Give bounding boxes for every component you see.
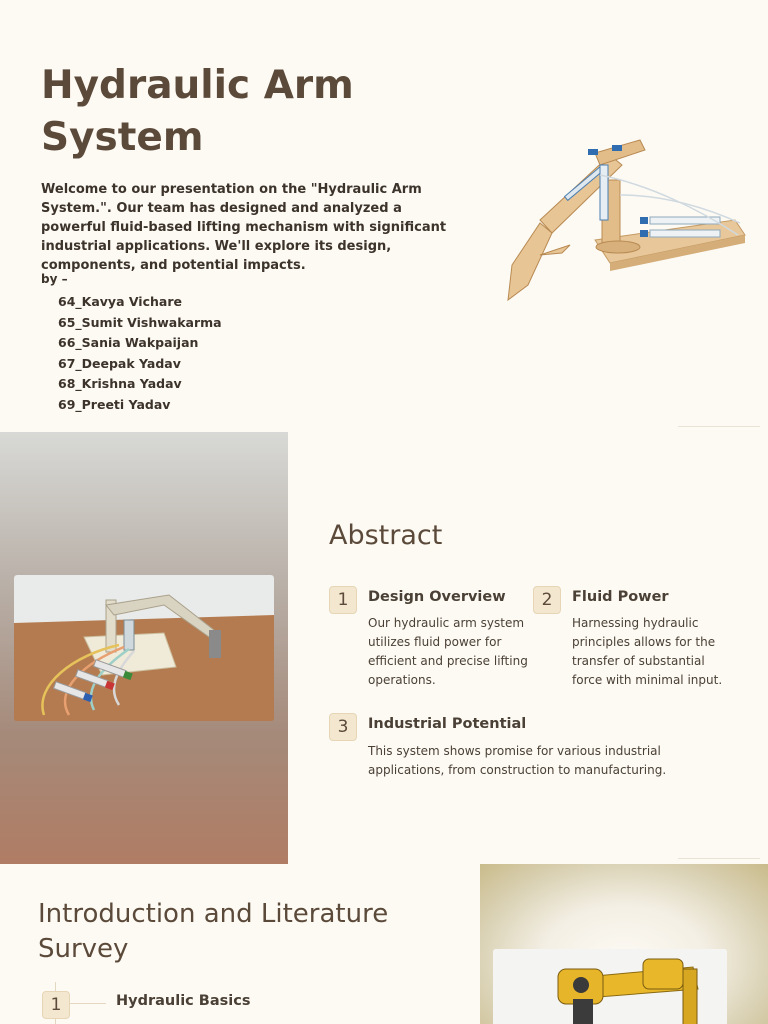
arm-prototype-photo <box>14 575 274 721</box>
member-item: 64_Kavya Vichare <box>58 294 182 309</box>
industrial-potential-title: Industrial Potential <box>368 716 527 732</box>
divider <box>678 858 760 859</box>
step-number-badge: 3 <box>329 713 357 741</box>
timeline-connector <box>68 1003 106 1004</box>
abstract-heading: Abstract <box>329 520 443 551</box>
fluid-power-body: Harnessing hydraulic principles allows for the transfer of substantial force with minimal input. <box>572 616 723 687</box>
step-number-badge: 1 <box>42 991 70 1019</box>
design-overview-body: Our hydraulic arm system utilizes fluid power for efficient and precise lifting operations. <box>368 616 528 687</box>
introduction-slide <box>0 864 768 1024</box>
design-overview-title: Design Overview <box>368 589 506 605</box>
member-item: 68_Krishna Yadav <box>58 376 182 392</box>
industrial-potential-body: This system shows promise for various industrial applications, from construction to manufacturing. <box>368 744 667 777</box>
member-item: 65_Sumit Vishwakarma <box>58 314 222 330</box>
hydraulic-arm-image <box>500 135 750 310</box>
step-number-badge: 2 <box>533 586 561 614</box>
member-list <box>58 292 222 416</box>
introduction-heading: Introduction and Literature Survey <box>38 899 389 964</box>
member-item: 67_Deepak Yadav <box>58 355 181 371</box>
divider <box>678 426 760 427</box>
fluid-power-title: Fluid Power <box>572 589 669 605</box>
presentation-title: Hydraulic Arm System <box>41 63 354 160</box>
hydraulic-basics-title: Hydraulic Basics <box>116 993 251 1009</box>
by-label: by – <box>41 272 68 286</box>
industrial-robot-photo <box>493 949 727 1024</box>
photo-panel <box>480 864 768 1024</box>
step-number-badge: 1 <box>329 586 357 614</box>
photo-panel <box>0 432 288 864</box>
title-slide <box>0 0 768 432</box>
intro-paragraph: Welcome to our presentation on the "Hydraulic Arm System.". Our team has designed and analyzed a powerful fluid-based lifting mechanism with significant industrial applications. We'll explore its design, components, and potential impacts. <box>41 182 447 273</box>
member-item: 69_Preeti Yadav <box>58 396 171 412</box>
abstract-slide <box>0 432 768 864</box>
member-item: 66_Sania Wakpaijan <box>58 335 199 351</box>
